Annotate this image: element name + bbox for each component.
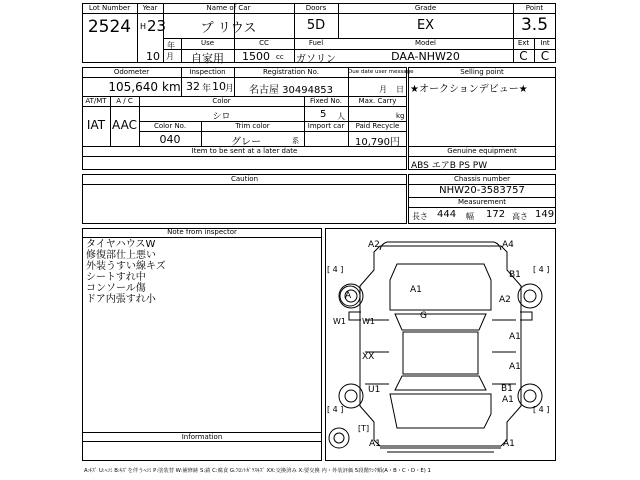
cc-value: 1500 [242,50,270,63]
color-label: Color [212,97,231,105]
body-outline [360,246,521,446]
atmt-label: AT/MT [85,97,107,105]
car-name: プ リウス [200,21,257,36]
trim-label: Trim color [235,122,270,130]
mark-a1-bot-l: A1 [369,439,381,449]
wid-value: 172 [486,209,506,220]
fuel-label: Fuel [308,39,324,47]
len-value: 444 [437,209,457,220]
wheel-rear-right-hub [524,390,536,402]
mark-a2-rf: A2 [499,295,511,305]
int-value: C [540,49,550,63]
insp-label: Inspection [189,68,226,76]
due-month-unit: 月 [379,85,387,94]
note-line: 修復部仕上悪い [86,250,156,261]
recycle-value: 10,790円 [355,137,400,148]
mirror-right [520,312,532,320]
mark-b1-rf: B1 [509,270,521,280]
year-suffix: 年 [167,41,175,50]
len-label: 長さ [412,212,428,221]
mark-a-lf: A [345,291,352,301]
legend-text: A:ｷｽﾞ U:ﾍｺﾐ B:ｷｽﾞを伴うﾍｺﾐ P:塗装替 W:補修跡 S:錆 C:腐食 G:ﾌﾛﾝﾄｶﾞﾗｽｷｽﾞ XX:交換済み X:要交換 内・外装評価 5段階ﾗﾝｸ順(A・B・C・D・E) 1 [84,468,431,474]
year-value: 23 [147,17,167,35]
cc-label: CC [259,39,269,47]
note-line: 外装うすい線キズ [86,261,166,272]
note-line: シートすれ中 [86,272,146,283]
rear-window [395,376,486,390]
mark-t: [T] [358,424,370,433]
mark-bracket-rr: [ 4 ] [533,405,550,414]
due-label: Due date user message [348,69,414,75]
mark-bracket-right: [ 4 ] [533,265,550,274]
maxcarry-unit: kg [396,112,405,120]
name-label: Name of Car [206,4,251,12]
use-value: 自家用 [191,52,224,65]
mark-a1-hood: A1 [410,285,422,295]
reg-value: 名古屋 30494853 [248,85,334,96]
chassis-label: Chassis number [453,175,511,183]
info-label: Information [181,433,223,441]
ac-value: AAC [112,118,137,132]
lot-number: 2524 [87,17,132,37]
doors-value: 5D [306,18,326,33]
hei-label: 高さ [512,212,528,221]
mark-g-roof: G [420,311,427,321]
colorno-value: 040 [159,133,181,146]
colorno-label: Color No. [153,122,187,130]
wheel-front-right-hub [524,290,536,302]
ext-label: Ext [517,39,530,47]
windshield [395,314,486,330]
genuine-value: ABS エアB PS PW [411,161,488,171]
note-line: コンソール傷 [86,283,146,294]
mark-a1-bot-r: A1 [503,439,515,449]
insp-month-unit: 月 [225,84,235,94]
recycle-label: Paid Recycle [355,122,400,130]
point-value: 3.5 [520,15,549,35]
maxcarry-label: Max. Carry [358,97,397,105]
mark-a1-rrd: A1 [509,362,521,372]
mark-a4-top: A4 [502,240,514,250]
mirror-left [349,312,361,320]
note-line: タイヤハウスW [86,239,156,250]
mark-bracket-lr: [ 4 ] [327,405,344,414]
mark-xx: XX [362,352,375,362]
odo-value: 105,640 [108,80,158,94]
trim-unit: 系 [292,137,299,145]
note-line: ドア内張すれ小 [86,294,156,305]
mark-b1-rr: B1 [501,384,513,394]
fuel-value: ガソリン [296,54,336,65]
hood-outline [390,264,491,310]
ac-label: A / C [116,97,133,105]
mark-a1-rfd: A1 [509,332,521,342]
odo-label: Odometer [113,68,150,76]
spare-wheel [329,428,349,448]
fixed-label: Fixed No. [310,97,342,105]
wheel-rear-left-hub [345,390,357,402]
trim-value: グレー [231,137,261,148]
doors-label: Doors [305,4,327,12]
reg-label: Registration No. [262,68,320,76]
year-label: Year [142,4,158,12]
wheel-front-right [518,284,542,308]
mark-w1-lfw: W1 [333,317,346,326]
int-label: Int [540,39,550,47]
mark-a1-rear: A1 [502,395,514,405]
model-label: Model [414,39,437,47]
month-suffix: 月 [166,52,174,61]
chassis-value: NHW20-3583757 [439,185,525,196]
later-label: Item to be sent at a later date [191,147,298,155]
due-day-unit: 日 [396,85,404,94]
color-value: シロ [212,112,231,122]
selling-value: ★オークションデビュー★ [410,84,528,95]
lot-label: Lot Number [88,4,131,12]
wid-label: 幅 [466,212,474,221]
fixed-unit: 人 [337,112,345,121]
fixed-value: 5 [320,109,327,120]
mark-bracket-left: [ 4 ] [327,265,344,274]
grade-label: Grade [414,4,437,12]
spare-wheel-hub [334,433,344,443]
point-label: Point [525,4,544,12]
genuine-label: Genuine equipment [447,147,517,155]
month-value: 10 [146,50,160,63]
note-label: Note from inspector [167,228,237,236]
hei-value: 149 [535,209,555,220]
odo-unit: km [162,80,181,94]
measure-label: Measurement [457,198,507,206]
grade-value: EX [416,18,435,33]
caution-label: Caution [230,175,259,183]
insp-month: 10 [212,80,226,93]
atmt-value: IAT [86,118,106,132]
mark-w1-lfd: W1 [362,317,375,326]
note-list [86,239,166,305]
ext-value: C [519,49,528,63]
rear-bumper [380,448,501,452]
cc-unit: cc [276,53,284,61]
use-label: Use [200,39,215,47]
year-era: H [140,22,147,31]
insp-year: 32 [186,80,200,93]
roof [403,332,478,374]
insp-year-unit: 年 [202,84,212,94]
right-doors [492,320,516,384]
trunk-outline [390,394,491,428]
import-label: Import car [307,122,345,130]
mark-a2-top: A2 [368,240,380,250]
mark-u1: U1 [368,385,381,395]
selling-label: Selling point [460,68,504,76]
model-value: DAA-NHW20 [391,50,460,63]
